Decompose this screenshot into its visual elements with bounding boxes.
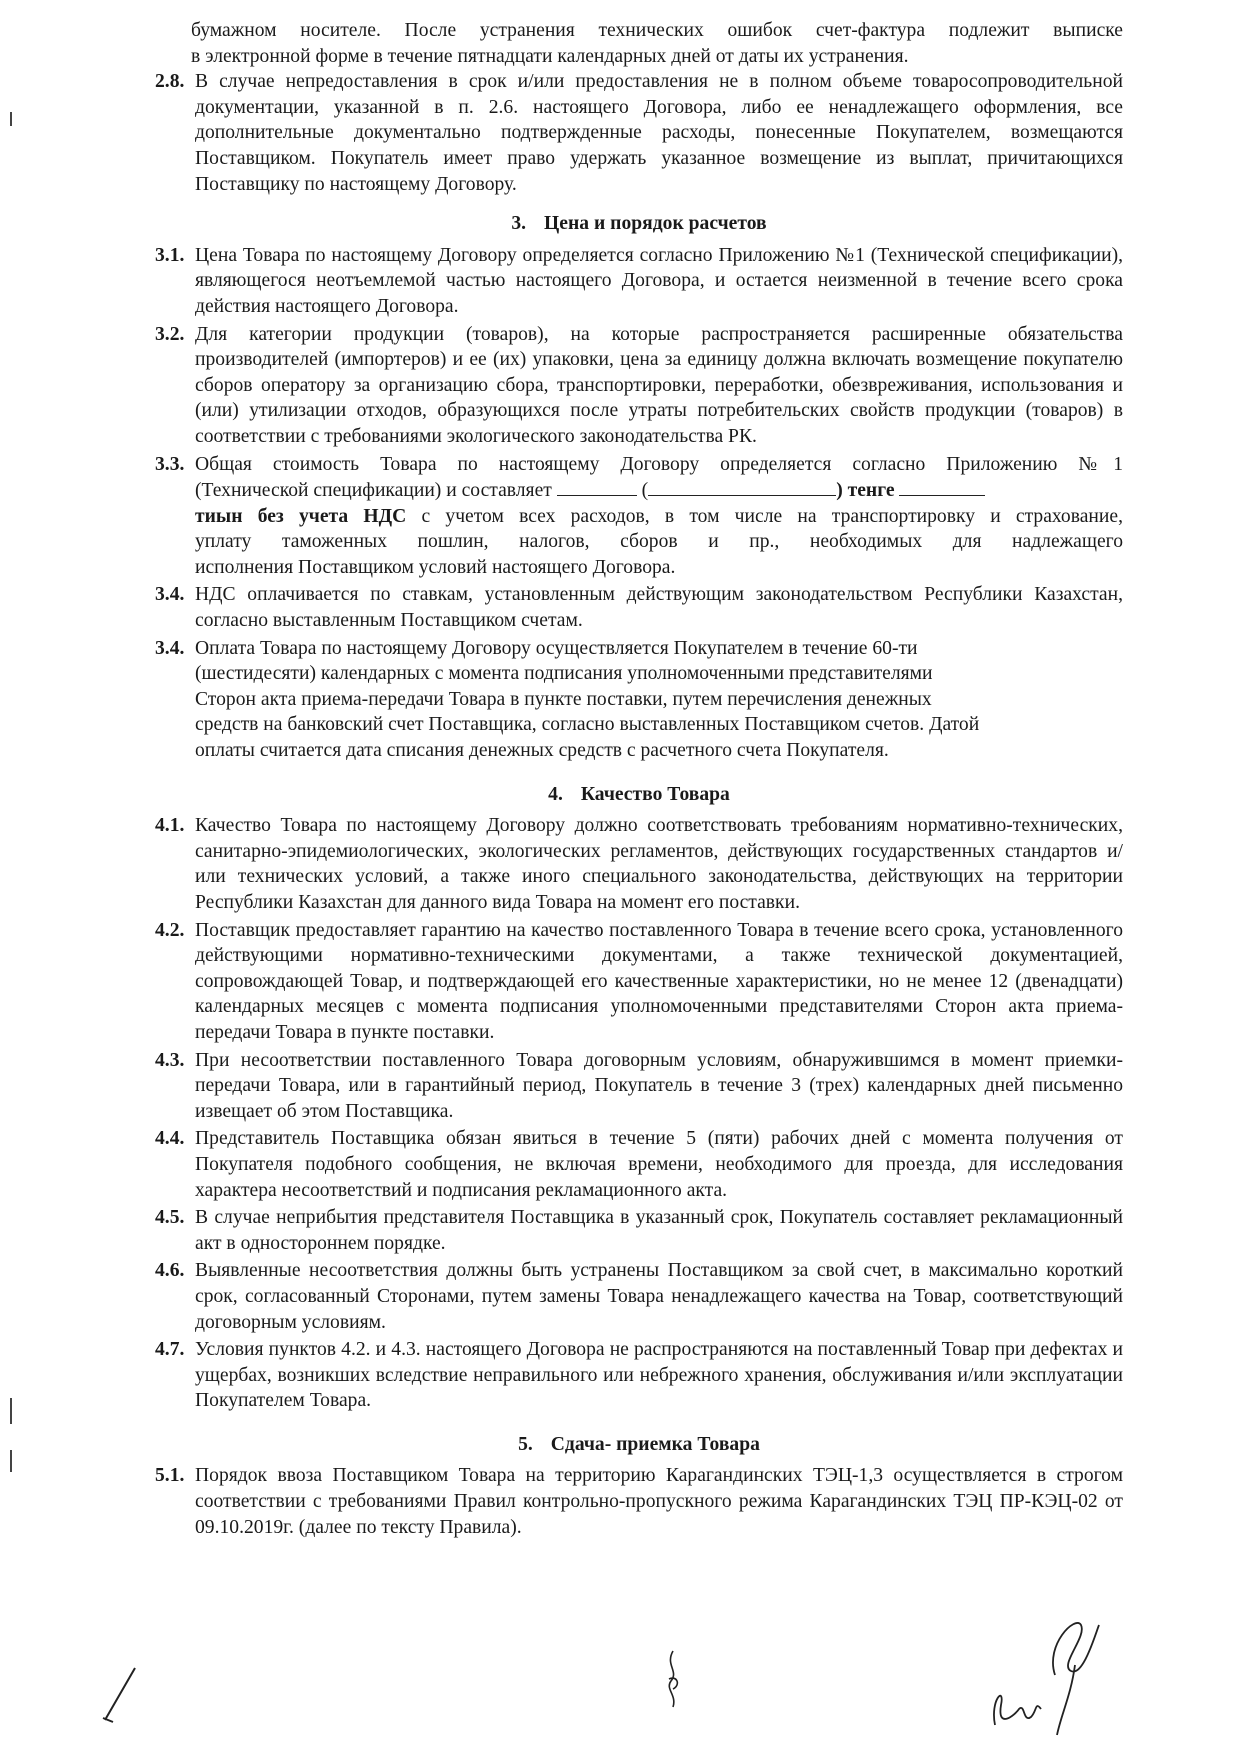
- section-title: Качество Товара: [580, 783, 730, 805]
- clause-3-2: [155, 322, 1123, 450]
- clause-text: [195, 636, 1123, 764]
- clause-4-5: [155, 1205, 1123, 1256]
- clause-line: [195, 477, 1123, 504]
- clause-5-1: [155, 1463, 1123, 1540]
- section-number: 5.: [518, 1433, 533, 1455]
- paren-open: (: [641, 480, 649, 502]
- section-5-heading: [155, 1432, 1123, 1458]
- section-title: Сдача- приемка Товара: [550, 1433, 760, 1455]
- cost-label: (Технической спецификации) и составляет: [195, 480, 552, 502]
- vat-note: тиын без учета НДС: [195, 505, 407, 527]
- section-4-heading: [155, 782, 1123, 808]
- clause-3-4-vat: [155, 582, 1123, 633]
- scan-mark: [10, 1398, 12, 1424]
- amount-words-blank: [648, 477, 836, 496]
- clause-number: 5.1.: [155, 1465, 185, 1487]
- clause-number: 4.7.: [155, 1339, 185, 1361]
- clause-3-1: [155, 243, 1123, 320]
- clause-number: 3.1.: [155, 244, 185, 266]
- clause-number: 3.2.: [155, 323, 185, 345]
- intro-continuation: [155, 18, 1123, 69]
- clause-4-3: [155, 1048, 1123, 1125]
- scan-mark: [10, 112, 12, 126]
- clause-text: Порядок ввоза Поставщиком Товара на территорию Карагандинских ТЭЦ-1,3 осуществляется в строгом соответствии с требованиями Правил контрольно-пропускного режима Карагандинских ТЭЦ ПР-КЭЦ-02 от 09.10.2019г. (далее по тексту Правила).: [195, 1465, 1123, 1538]
- clause-3-3: [155, 452, 1123, 581]
- section-number: 4.: [548, 783, 563, 805]
- clause-text: Цена Товара по настоящему Договору определяется согласно Приложению №1 (Технической спецификации), являющегося неотъемлемой частью настоящего Договора, и остается неизменной в течение всего срока действия настоящего Договора.: [195, 244, 1123, 317]
- clause-text: В случае неприбытия представителя Поставщика в указанный срок, Покупатель составляет рекламационный акт в одностороннем порядке.: [195, 1207, 1123, 1254]
- clause-line: оплаты считается дата списания денежных средств с расчетного счета Покупателя.: [195, 740, 889, 762]
- clause-number: 4.5.: [155, 1207, 185, 1229]
- clause-4-2: [155, 918, 1123, 1046]
- clause-line: [195, 504, 1123, 530]
- clause-line: Общая стоимость Товара по настоящему Договору определяется согласно Приложению №1: [195, 453, 1123, 475]
- clause-number: 4.1.: [155, 815, 185, 837]
- clause-text: При несоответствии поставленного Товара договорным условиям, обнаружившимся в момент приемки-передачи Товара, или в гарантийный период, Покупатель в течение 3 (трех) календарных дней письменно извещает об этом Поставщика.: [195, 1049, 1123, 1122]
- clause-4-4: [155, 1126, 1123, 1203]
- signature-initials-right: [975, 1605, 1115, 1745]
- clause-text: Условия пунктов 4.2. и 4.3. настоящего Договора не распространяются на поставленный Товар при дефектах и ущербах, возникших вследствие неправильного или небрежного хранения, обслуживания и/или эксплуатации Покупателем Товара.: [195, 1339, 1123, 1412]
- clause-2-8: [155, 69, 1123, 197]
- clause-4-1: [155, 813, 1123, 915]
- section-number: 3.: [511, 213, 527, 235]
- clause-line: Сторон акта приема-передачи Товара в пункте поставки, путем перечисления денежных: [195, 688, 932, 710]
- scan-mark: [10, 1450, 12, 1472]
- clause-line: уплату таможенных пошлин, налогов, сборов и пр., необходимых для надлежащего: [195, 531, 1123, 553]
- currency-label: ) тенге: [836, 480, 895, 502]
- clause-number: 3.3.: [155, 453, 185, 475]
- clause-4-6: [155, 1258, 1123, 1335]
- clause-3-4-payment: [155, 636, 1123, 764]
- document-body: [155, 18, 1123, 1542]
- clause-text: Выявленные несоответствия должны быть устранены Поставщиком за свой счет, в максимально короткий срок, согласованный Сторонами, путем замены Товара ненадлежащего качества на Товар, соответствующий договорным условиям.: [195, 1260, 1123, 1333]
- clause-number: 3.4.: [155, 637, 185, 659]
- section-title: Цена и порядок расчетов: [544, 213, 767, 235]
- clause-number: 4.2.: [155, 919, 185, 941]
- signature-mark-center: [655, 1645, 695, 1715]
- clause-line: Оплата Товара по настоящему Договору осуществляется Покупателем в течение 60-ти: [195, 637, 918, 659]
- clause-line: средств на банковский счет Поставщика, согласно выставленных Поставщиком счетов. Датой: [195, 714, 980, 736]
- clause-line: исполнения Поставщиком условий настоящего Договора.: [195, 556, 676, 578]
- section-3-heading: [155, 211, 1123, 237]
- clause-4-7: [155, 1337, 1123, 1414]
- clause-text: НДС оплачивается по ставкам, установленным действующим законодательством Республики Казахстан, согласно выставленным Поставщиком счетам.: [195, 584, 1123, 632]
- amount-blank: [557, 477, 637, 496]
- clause-number: 4.3.: [155, 1049, 185, 1071]
- clause-number: 2.8.: [155, 71, 185, 93]
- clause-text: В случае непредоставления в срок и/или предоставления не в полном объеме товаросопроводительной документации, указанной в п. 2.6. настоящего Договора, либо ее ненадлежащего оформления, все дополнительные документально подтвержденные расходы, понесенные Покупателем, возмещаются Поставщиком. Покупатель имеет право удержать указанное возмещение из выплат, причитающихся Поставщику по настоящему Договору.: [195, 71, 1123, 195]
- clause-number: 4.6.: [155, 1260, 185, 1282]
- clause-text: Для категории продукции (товаров), на которые распространяется расширенные обязательства производителей (импортеров) и ее (их) упаковки, цена за единицу должна включать возмещение покупателю сборов оператору за организацию сбора, транспортировки, переработки, обезвреживания, использования и (или) утилизации отходов, образующихся после утраты потребительских свойств продукции (товаров) в соответствии с требованиями экологического законодательства РК.: [195, 323, 1123, 447]
- clause-text: Качество Товара по настоящему Договору должно соответствовать требованиям нормативно-технических, санитарно-эпидемиологических, экологических регламентов, действующих государственных стандартов и/или технических условий, а также иного специального законодательства, действующих на территории Республики Казахстан для данного вида Товара на момент его поставки.: [195, 815, 1123, 913]
- clause-line-rest: с учетом всех расходов, в том числе на транспортировку и страхование,: [406, 505, 1123, 527]
- intro-line: бумажном носителе. После устранения технических ошибок счет-фактура подлежит выписке: [191, 20, 1123, 41]
- clause-line: (шестидесяти) календарных с момента подписания уполномоченными представителями: [195, 663, 933, 685]
- clause-number: 4.4.: [155, 1128, 185, 1150]
- clause-text: [195, 452, 1123, 581]
- signature-mark-left: [95, 1660, 155, 1730]
- tiyn-blank: [899, 477, 985, 496]
- clause-number: 3.4.: [155, 584, 185, 606]
- clause-text: Представитель Поставщика обязан явиться в течение 5 (пяти) рабочих дней с момента получения от Покупателя подобного сообщения, не включая времени, необходимого для проезда, для исследования характера несоответствий и подписания рекламационного акта.: [195, 1128, 1123, 1201]
- clause-text: Поставщик предоставляет гарантию на качество поставленного Товара в течение всего срока, установленного действующими нормативно-техническими документами, а также технической документацией, сопровождающей Товар, и подтверждающей его качественные характеристики, но не менее 12 (двенадцати) календарных месяцев с момента подписания уполномоченными представителями Сторон акта приема-передачи Товара в пункте поставки.: [195, 919, 1123, 1043]
- intro-line: в электронной форме в течение пятнадцати календарных дней от даты их устранения.: [191, 45, 909, 67]
